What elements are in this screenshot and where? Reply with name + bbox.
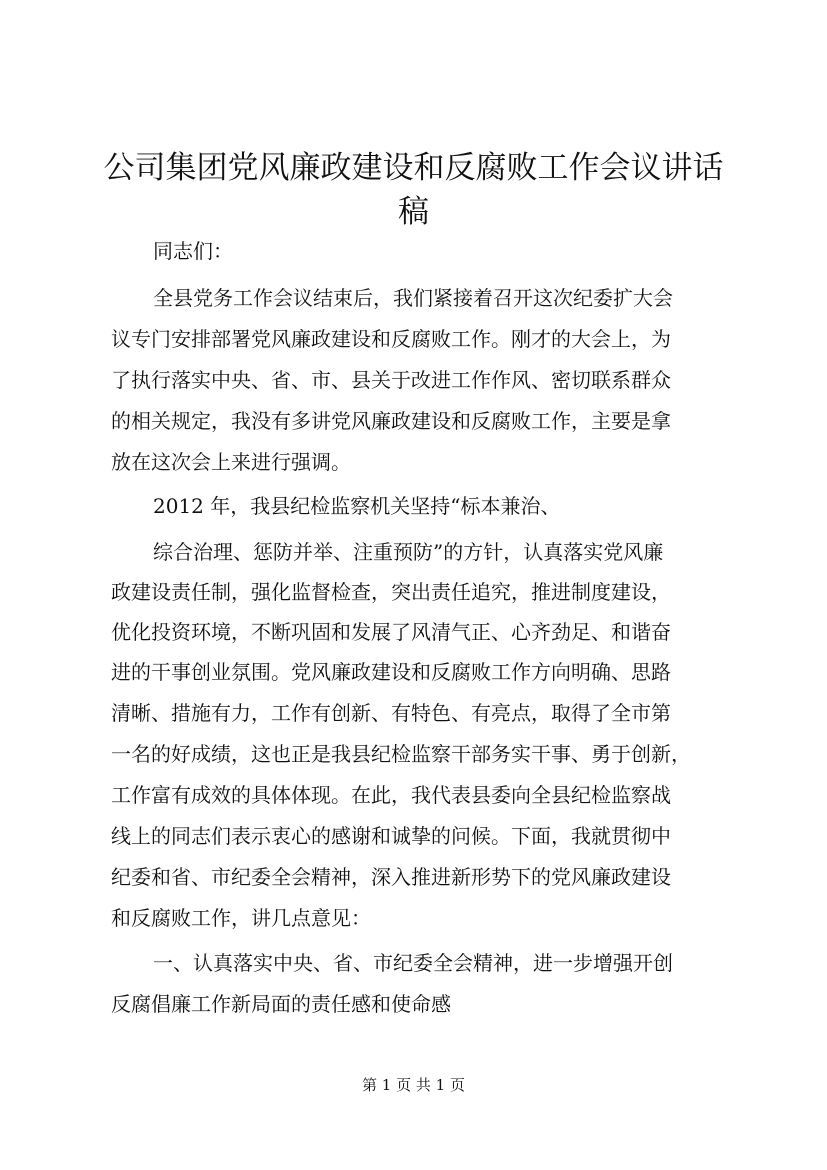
document-title-line-2: 稿: [398, 194, 429, 230]
body-line: 工作富有成效的具体体现。在此，我代表县委向全县纪检监察战: [111, 783, 671, 807]
body-line: 政建设责任制，强化监督检查，突出责任追究，推进制度建设，: [111, 580, 671, 604]
body-line: 优化投资环境，不断巩固和发展了风清气正、心齐劲足、和谐奋: [111, 620, 671, 644]
body-line: 的相关规定，我没有多讲党风廉政建设和反腐败工作，主要是拿: [111, 409, 671, 433]
body-line: 议专门安排部署党风廉政建设和反腐败工作。刚才的大会上，为: [111, 327, 671, 351]
greeting: 同志们：: [153, 239, 233, 263]
body-line: 了执行落实中央、省、市、县关于改进工作作风、密切联系群众: [111, 368, 671, 392]
body-line: 清晰、措施有力，工作有创新、有特色、有亮点，取得了全市第: [111, 701, 671, 725]
body-line: 线上的同志们表示衷心的感谢和诚挚的问候。下面，我就贯彻中: [111, 824, 671, 848]
body-line: 放在这次会上来进行强调。: [111, 450, 351, 474]
body-line: 综合治理、惩防并举、注重预防”的方针，认真落实党风廉: [153, 540, 664, 564]
document-title-line-1: 公司集团党风廉政建设和反腐败工作会议讲话: [103, 150, 724, 186]
page-footer: 第 1 页 共 1 页: [362, 1076, 465, 1094]
section-heading-line: 一、认真落实中央、省、市纪委全会精神，进一步增强开创: [153, 951, 673, 975]
body-line: 2012 年，我县纪检监察机关坚持“标本兼治、: [153, 494, 561, 518]
body-line: 全县党务工作会议结束后，我们紧接着召开这次纪委扩大会: [153, 286, 673, 310]
body-line: 一名的好成绩，这也正是我县纪检监察干部务实干事、勇于创新，: [111, 742, 691, 766]
body-line: 进的干事创业氛围。党风廉政建设和反腐败工作方向明确、思路: [111, 660, 671, 684]
body-line: 纪委和省、市纪委全会精神，深入推进新形势下的党风廉政建设: [111, 865, 671, 889]
section-heading-line: 反腐倡廉工作新局面的责任感和使命感: [111, 992, 451, 1016]
body-line: 和反腐败工作，讲几点意见：: [111, 906, 371, 930]
